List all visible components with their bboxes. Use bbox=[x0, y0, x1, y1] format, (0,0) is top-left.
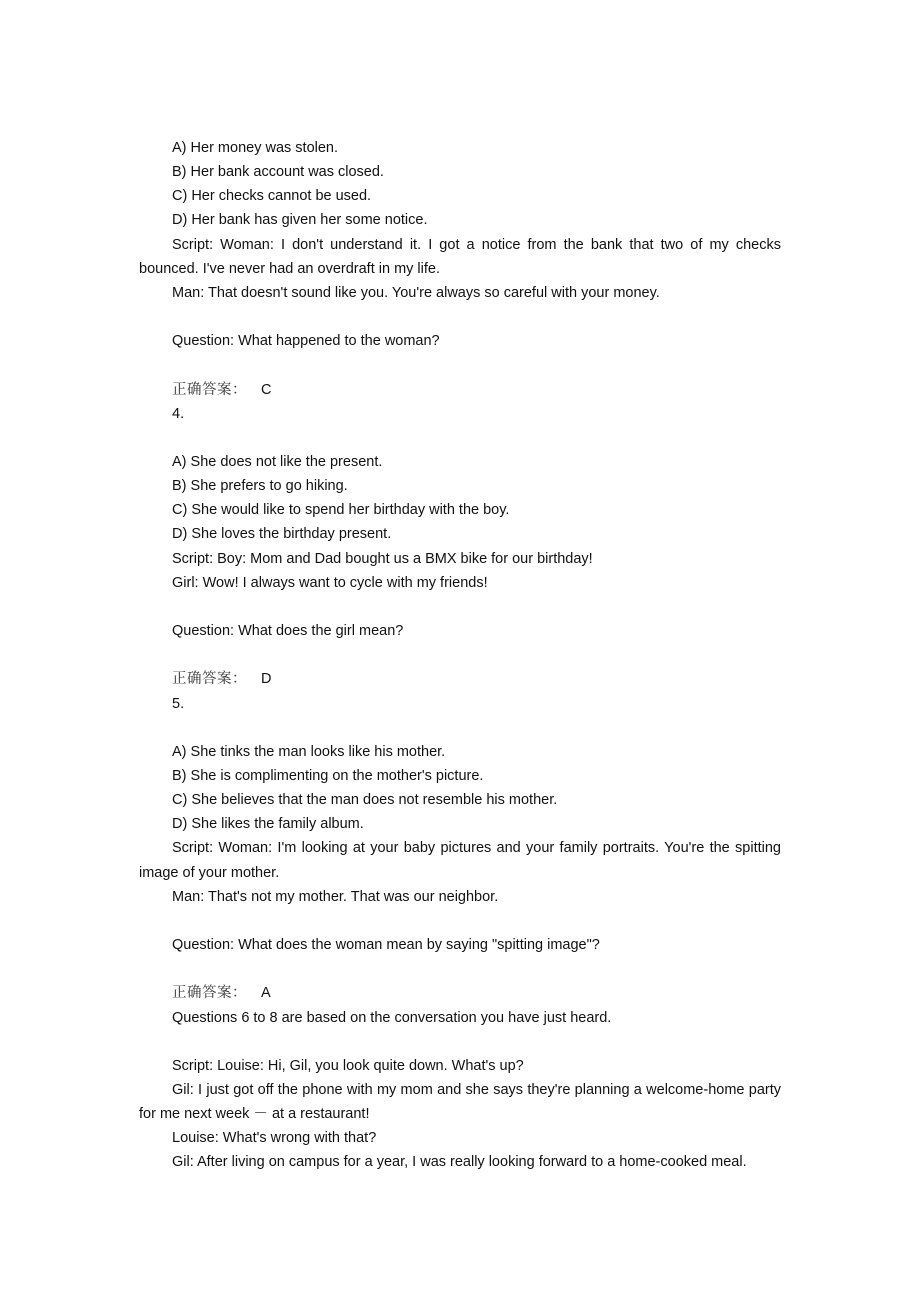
section-script-line: Gil: I just got off the phone with my mom and she says they're planning a welcome-home party for me next week － at a restaurant! bbox=[139, 1081, 781, 1123]
blank-line bbox=[139, 305, 781, 329]
q5-option-a: A) She tinks the man looks like his mother. bbox=[172, 743, 446, 760]
q4-option-d: D) She loves the birthday present. bbox=[172, 526, 392, 543]
blank-line bbox=[139, 1030, 781, 1054]
q5-script-line: Man: That's not my mother. That was our neighbor. bbox=[172, 888, 499, 905]
blank-line bbox=[139, 426, 781, 450]
q3-option-b: B) Her bank account was closed. bbox=[172, 164, 384, 181]
q3-answer bbox=[139, 378, 781, 402]
blank-line bbox=[139, 643, 781, 667]
q5-number: 5. bbox=[172, 695, 185, 712]
blank-line bbox=[139, 957, 781, 981]
blank-line bbox=[139, 353, 781, 377]
answer-label: 正确答案： bbox=[172, 381, 247, 398]
q3-script-line: Man: That doesn't sound like you. You're always so careful with your money. bbox=[172, 284, 660, 301]
answer-label: 正确答案： bbox=[172, 985, 247, 1002]
q4-option-a: A) She does not like the present. bbox=[172, 453, 383, 470]
q3-option-a: A) Her money was stolen. bbox=[172, 140, 339, 156]
document-page bbox=[139, 136, 781, 1175]
q4-answer bbox=[139, 667, 781, 691]
q5-option-d: D) She likes the family album. bbox=[172, 816, 364, 833]
q3-question: Question: What happened to the woman? bbox=[172, 333, 440, 350]
q5-answer bbox=[139, 981, 781, 1005]
q4-option-b: B) She prefers to go hiking. bbox=[172, 478, 348, 495]
q4-number: 4. bbox=[172, 405, 185, 422]
blank-line bbox=[139, 595, 781, 619]
q3-option-c: C) Her checks cannot be used. bbox=[172, 188, 372, 205]
answer-value: A bbox=[261, 985, 271, 1002]
q4-option-c: C) She would like to spend her birthday with the boy. bbox=[172, 502, 510, 519]
section-script-line: Gil: After living on campus for a year, I was really looking forward to a home-cooked meal. bbox=[172, 1154, 747, 1171]
q4-script-line: Script: Boy: Mom and Dad bought us a BMX bike for our birthday! bbox=[172, 550, 593, 567]
answer-value: C bbox=[261, 381, 272, 398]
q5-option-b: B) She is complimenting on the mother's picture. bbox=[172, 767, 484, 784]
q4-script-line: Girl: Wow! I always want to cycle with my friends! bbox=[172, 574, 488, 591]
section-intro: Questions 6 to 8 are based on the conversation you have just heard. bbox=[172, 1009, 612, 1026]
blank-line bbox=[139, 909, 781, 933]
blank-line bbox=[139, 716, 781, 740]
answer-value: D bbox=[261, 671, 272, 688]
q3-option-d: D) Her bank has given her some notice. bbox=[172, 212, 428, 229]
q4-question: Question: What does the girl mean? bbox=[172, 623, 404, 640]
q5-question: Question: What does the woman mean by saying "spitting image"? bbox=[172, 937, 600, 954]
q5-option-c: C) She believes that the man does not resemble his mother. bbox=[172, 792, 558, 809]
section-script-line: Louise: What's wrong with that? bbox=[172, 1130, 377, 1147]
section-script-line: Script: Louise: Hi, Gil, you look quite down. What's up? bbox=[172, 1057, 524, 1074]
answer-label: 正确答案： bbox=[172, 671, 247, 688]
q5-script-line: Script: Woman: I'm looking at your baby pictures and your family portraits. You're the spitting image of your mother. bbox=[139, 840, 781, 881]
q3-script-line: Script: Woman: I don't understand it. I got a notice from the bank that two of my checks bounced. I've never had an overdraft in my life. bbox=[139, 236, 781, 277]
